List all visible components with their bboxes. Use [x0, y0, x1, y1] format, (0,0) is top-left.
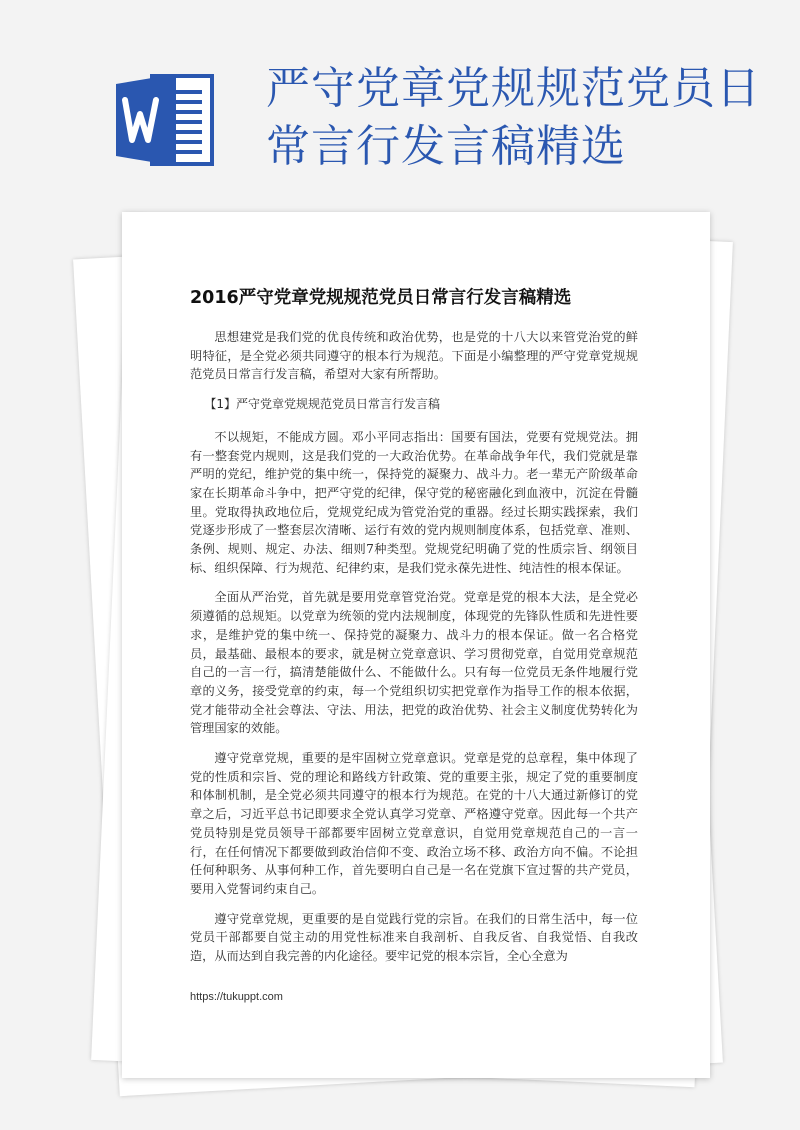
- section-heading: 【1】严守党章党规规范党员日常言行发言稿: [204, 397, 441, 412]
- document-title: 2016严守党章党规规范党员日常言行发言稿精选: [190, 288, 572, 308]
- body-paragraph: 不以规矩，不能成方圆。邓小平同志指出：国要有国法，党要有党规党法。拥有一整套党内规则，这是我们党的一大政治优势。在革命战争年代，我们党就是靠严明的党纪，维护党的集中统一，保持党的凝聚力、战斗力。老一辈无产阶级革命家在长期革命斗争中，把严守党的纪律，保守党的秘密融化到血液中，沉淀在骨髓里。党取得执政地位后，党规党纪成为管党治党的重器。经过长期实践探索，我们党逐步形成了一整套层次清晰、运行有效的党内规则制度体系，包括党章、准则、条例、规则、规定、办法、细则7种类型。党规党纪明确了党的性质宗旨、纲领目标、组织保障、行为规范、纪律约束，是我们党永葆先进性、纯洁性的根本保证。: [190, 429, 638, 575]
- intro-paragraph: 思想建党是我们党的优良传统和政治优势，也是党的十八大以来管党治党的鲜明特征，是全党必须共同遵守的根本行为规范。下面是小编整理的严守党章党规规范党员日常言行发言稿，希望对大家有所帮助。: [190, 330, 638, 382]
- header-title: 严守党章党规规范党员日常言行发言稿精选: [266, 63, 761, 172]
- body-paragraph: 遵守党章党规，重要的是牢固树立党章意识。党章是党的总章程，集中体现了党的性质和宗旨、党的理论和路线方针政策、党的重要主张，规定了党的重要制度和体制机制，是全党必须共同遵守的根本行为规范。在党的十八大通过新修订的党章之后，习近平总书记即要求全党认真学习党章、严格遵守党章。因此每一个共产党员特别是党员领导干部都要牢固树立党章意识，自觉用党章规范自己的一言一行，在任何情况下都要做到政治信仰不变、政治立场不移、政治方向不偏。不论担任何种职务、从事何种工作，首先要明白自己是一名在党旗下宣过誓的共产党员，要用入党誓词约束自己。: [190, 751, 638, 896]
- document-body: [190, 328, 638, 977]
- footer-url: https://tukuppt.com: [190, 991, 283, 1003]
- body-paragraph: 遵守党章党规，更重要的是自觉践行党的宗旨。在我们的日常生活中，每一位党员干部都要自觉主动的用党性标准来自我剖析、自我反省、自我觉悟、自我改造，从而达到自我完善的内化途径。要牢记党的根本宗旨，全心全意为: [190, 911, 638, 964]
- body-paragraph: 全面从严治党，首先就是要用党章管党治党。党章是党的根本大法，是全党必须遵循的总规矩。以党章为统领的党内法规制度，体现党的先锋队性质和先进性要求，是维护党的集中统一、保持党的凝聚力、战斗力的根本保证。做一名合格党员，最基础、最根本的要求，就是树立党章意识、学习贯彻党章，自觉用党章规范自己的一言一行，搞清楚能做什么、不能做什么。只有每一位党员无条件地履行党章的义务，接受党章的约束，每一个党组织切实把党章作为指导工作的根本依据，党才能带动全社会尊法、守法、用法，把党的政治优势、社会主义制度优势转化为管理国家的效能。: [190, 590, 638, 736]
- word-document-icon: [112, 70, 216, 170]
